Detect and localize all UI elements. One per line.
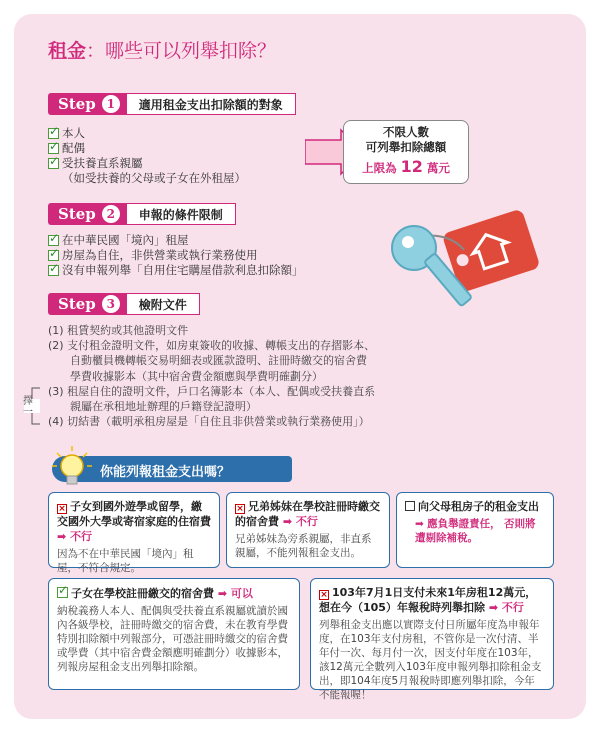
arrow-icon: ➡	[488, 601, 499, 614]
step1-header	[48, 93, 296, 115]
step1-note: （如受扶養的父母或子女在外租屋）	[62, 171, 246, 185]
lightbulb-icon	[52, 446, 92, 490]
card-body: 納稅義務人本人、配偶與受扶養直系親屬就讀於國內各級學校，註冊時繳交的宿舍費，未在教育學費特別扣除額中列報部分，可憑註冊時繳交的宿舍費或學費（其中宿舍費金額應明確劃分）收據影本，列報房屋租金支出列舉扣除額。	[57, 605, 288, 673]
case-card-overseas: × 子女到國外遊學或留學，繳交國外大學或寄宿家庭的住宿費 ➡ 不行 因為不在中華民國「境內」租屋，不符合規定。	[48, 492, 220, 568]
limit-amount-row: 上限為 12 萬元	[362, 157, 450, 176]
x-icon: ×	[320, 590, 328, 600]
page-title: 租金：哪些可以列舉扣除？	[48, 40, 277, 62]
step2-title: 申報的條件限制	[126, 203, 236, 225]
check-icon	[48, 128, 59, 139]
list-item: 親屬在承租地址辦理的戶籍登記證明）	[48, 400, 257, 414]
empty-box-icon	[405, 501, 415, 511]
check-icon	[48, 265, 59, 276]
x-icon: ×	[236, 504, 244, 514]
step2-number: 2	[102, 205, 120, 223]
limit-box	[343, 120, 469, 184]
check-icon	[48, 143, 59, 154]
list-item: 自動櫃員機轉帳交易明細表或匯款證明、註冊時繳交的宿舍費	[48, 354, 367, 368]
check-icon	[48, 250, 59, 261]
list-item: 在中華民國「境內」租屋	[62, 233, 189, 247]
step2-label: Step	[58, 205, 96, 223]
step3-header	[48, 293, 200, 315]
card-body: 因為不在中華民國「境內」租屋，不符合規定。	[57, 548, 194, 574]
list-item: 房屋為自住，非供營業或執行業務使用	[62, 248, 258, 262]
x-icon: ×	[58, 504, 66, 514]
limit-line1: 不限人數	[383, 125, 429, 139]
arrow-icon: ➡	[217, 587, 228, 600]
question-text: 你能列報租金支出嗎？	[100, 465, 231, 480]
case-card-dorm: ✓子女在學校註冊繳交的宿舍費 ➡ 可以 納稅義務人本人、配偶與受扶養直系親屬就讀於國內各級學校，註冊時繳交的宿舍費，未在教育學費特別扣除額中列報部分，可憑註冊時繳交的宿舍費或學費（其中宿舍費金額應明確劃分）收據影本，列報房屋租金支出列舉扣除額。	[48, 578, 300, 690]
case-card-prepaid: × 103年7月1日支付未來1年房租12萬元，想在今（105）年報稅時列舉扣除 ➡ 不行 列舉租金支出應以實際支付日所屬年度為申報年度，在103年支付房租，不管你是一次付清、半年付一次、每月付一次，因支付年度在103年，該12萬元全數列入103年度申報列舉扣除租金支出，即104年度5月報稅時即應列舉扣除，今年不能報喔！	[310, 578, 554, 690]
step3-title: 檢附文件	[126, 293, 200, 315]
choose-one-label: 擇一	[23, 396, 33, 418]
step3-number: 3	[102, 295, 120, 313]
list-item: (2) 支付租金證明文件，如房東簽收的收據、轉帳支出的存摺影本、	[48, 339, 376, 353]
list-item: 沒有申報列舉「自用住宅購屋借款利息扣除額」	[62, 263, 304, 277]
step1-title: 適用租金支出扣除額的對象	[126, 93, 296, 115]
limit-line2: 可列舉扣除總額	[365, 140, 447, 154]
arrow-icon: ➡	[57, 530, 67, 543]
step3-label: Step	[58, 295, 96, 313]
card-body: 列舉租金支出應以實際支付日所屬年度為申報年度，在103年支付房租，不管你是一次付清、半年付一次、每月付一次，因支付年度在103年，該12萬元全數列入103年度申報列舉扣除租金支出，即104年度5月報稅時即應列舉扣除，今年不能報喔！	[319, 619, 542, 701]
list-item: 本人	[62, 126, 85, 140]
step1-label: Step	[58, 95, 96, 113]
arrow-icon: ➡	[282, 515, 293, 528]
list-item: 學費收據影本（其中宿舍費金額應與學費明確劃分）	[48, 369, 323, 383]
arrow-icon: ➡	[415, 518, 424, 530]
card-body: 兄弟姊妹為旁系親屬，非直系親屬，不能列報租金支出。	[235, 533, 372, 559]
list-item: (3) 租屋自住的證明文件，戶口名簿影本（本人、配偶或受扶養直系	[48, 384, 376, 398]
list-item: (4) 切結書（載明承租房屋是「自住且非供營業或執行業務使用」）	[48, 415, 370, 429]
house-key-icon	[372, 200, 547, 328]
check-icon	[48, 235, 59, 246]
step2-header	[48, 203, 236, 225]
check-icon	[57, 587, 68, 598]
step1-checklist	[48, 126, 246, 186]
step1-number: 1	[102, 95, 120, 113]
step2-checklist	[48, 233, 304, 278]
list-item: (1) 租賃契約或其他證明文件	[48, 324, 189, 337]
check-icon	[48, 158, 59, 169]
list-item: 受扶養直系親屬	[62, 156, 143, 170]
step3-document-list	[48, 323, 375, 429]
case-card-parents: 向父母租房子的租金支出 ➡ 應負舉證責任， 否則將遭剔除補稅。	[396, 492, 554, 568]
case-card-siblings: × 兄弟姊妹在學校註冊時繳交的宿舍費 ➡ 不行 兄弟姊妹為旁系親屬，非直系親屬，不能列報租金支出。	[226, 492, 390, 568]
list-item: 配偶	[62, 141, 85, 155]
